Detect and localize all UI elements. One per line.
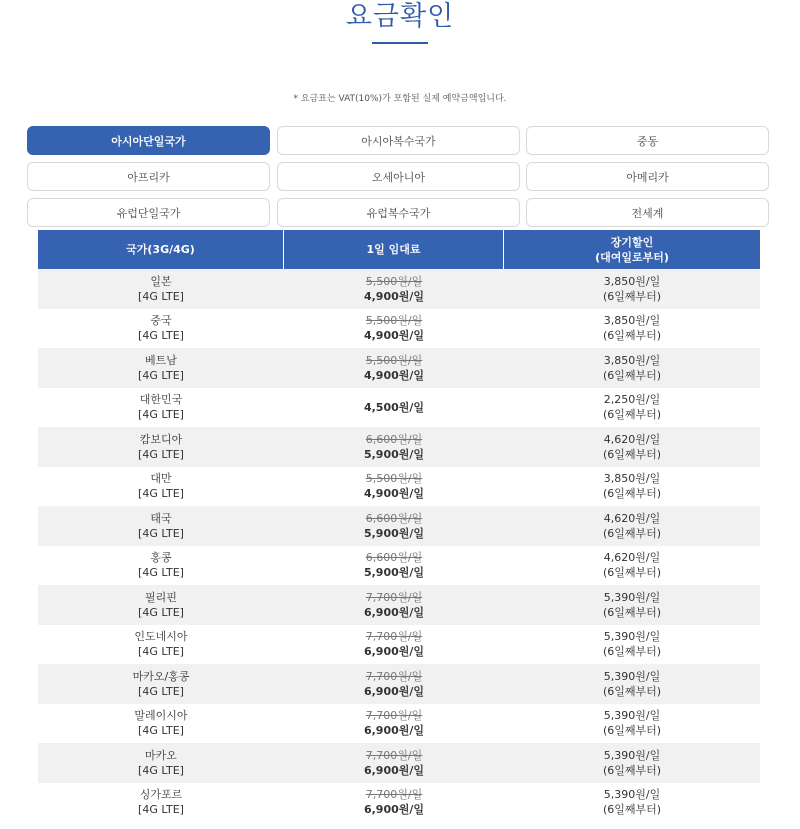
country-cell — [38, 783, 284, 823]
table-row — [38, 427, 760, 467]
long-term-note: (6일째부터) — [602, 487, 662, 501]
daily-rate-cell — [284, 625, 504, 665]
country-name: 마카오/홍콩 — [132, 669, 190, 683]
sale-price: 6,900원/일 — [363, 803, 425, 817]
tab-oceania[interactable]: 오세아니아 — [277, 162, 520, 191]
table-row — [38, 704, 760, 744]
long-term-price: 5,390원/일 — [603, 590, 661, 604]
table-row — [38, 467, 760, 507]
sale-price: 4,900원/일 — [363, 487, 425, 501]
network-type: [4G LTE] — [138, 645, 184, 659]
original-price: 7,700원/일 — [365, 788, 423, 802]
daily-rate-cell — [284, 388, 504, 428]
country-name: 인도네시아 — [134, 630, 188, 644]
original-price: 7,700원/일 — [365, 590, 423, 604]
country-cell — [38, 309, 284, 349]
long-term-note: (6일째부터) — [602, 408, 662, 422]
daily-rate-cell — [284, 348, 504, 388]
country-name: 대만 — [150, 472, 172, 486]
sale-price: 6,900원/일 — [363, 605, 425, 619]
sale-price: 4,500원/일 — [363, 400, 425, 414]
long-term-cell — [504, 585, 760, 625]
daily-rate-cell — [284, 269, 504, 309]
long-term-price: 5,390원/일 — [603, 630, 661, 644]
long-term-price: 4,620원/일 — [603, 432, 661, 446]
original-price: 5,500원/일 — [365, 314, 423, 328]
country-cell — [38, 467, 284, 507]
header-daily-rate: 1일 임대료 — [284, 230, 504, 269]
country-cell — [38, 546, 284, 586]
original-price: 7,700원/일 — [365, 630, 423, 644]
header-long-term-sub: (대여일로부터) — [595, 250, 669, 264]
long-term-note: (6일째부터) — [602, 289, 662, 303]
network-type: [4G LTE] — [138, 447, 184, 461]
table-row — [38, 506, 760, 546]
country-name: 마카오 — [145, 748, 177, 762]
country-name: 태국 — [150, 511, 172, 525]
tab-europe-multi[interactable]: 유럽복수국가 — [277, 198, 520, 227]
long-term-price: 3,850원/일 — [603, 274, 661, 288]
country-cell — [38, 388, 284, 428]
original-price: 5,500원/일 — [365, 353, 423, 367]
long-term-note: (6일째부터) — [602, 526, 662, 540]
country-name: 말레이시아 — [134, 709, 188, 723]
network-type: [4G LTE] — [138, 763, 184, 777]
vat-notice: * 요금표는 VAT(10%)가 포함된 실제 예약금액입니다. — [293, 94, 507, 104]
tab-america[interactable]: 아메리카 — [526, 162, 769, 191]
country-name: 일본 — [150, 274, 172, 288]
tab-africa[interactable]: 아프리카 — [27, 162, 270, 191]
daily-rate-cell — [284, 309, 504, 349]
daily-rate-cell — [284, 783, 504, 823]
network-type: [4G LTE] — [138, 724, 184, 738]
long-term-note: (6일째부터) — [602, 605, 662, 619]
country-cell — [38, 704, 284, 744]
long-term-price: 5,390원/일 — [603, 709, 661, 723]
long-term-price: 5,390원/일 — [603, 788, 661, 802]
country-cell — [38, 506, 284, 546]
header-long-term — [504, 230, 760, 269]
original-price: 6,600원/일 — [365, 551, 423, 565]
long-term-cell — [504, 783, 760, 823]
header-country: 국가(3G/4G) — [38, 230, 284, 269]
long-term-cell — [504, 388, 760, 428]
original-price: 7,700원/일 — [365, 669, 423, 683]
network-type: [4G LTE] — [138, 368, 184, 382]
country-name: 중국 — [150, 314, 172, 328]
long-term-cell — [504, 664, 760, 704]
network-type: [4G LTE] — [138, 566, 184, 580]
sale-price: 6,900원/일 — [363, 645, 425, 659]
sale-price: 5,900원/일 — [363, 526, 425, 540]
original-price: 6,600원/일 — [365, 511, 423, 525]
page-title: 요금확인 — [345, 1, 455, 32]
daily-rate-cell — [284, 546, 504, 586]
country-name: 싱가포르 — [139, 788, 183, 802]
long-term-price: 3,850원/일 — [603, 353, 661, 367]
long-term-note: (6일째부터) — [602, 645, 662, 659]
long-term-cell — [504, 743, 760, 783]
long-term-note: (6일째부터) — [602, 724, 662, 738]
long-term-cell — [504, 506, 760, 546]
country-cell — [38, 427, 284, 467]
network-type: [4G LTE] — [138, 487, 184, 501]
daily-rate-cell — [284, 585, 504, 625]
rate-table — [38, 230, 760, 822]
table-row — [38, 269, 760, 309]
long-term-cell — [504, 704, 760, 744]
long-term-cell — [504, 348, 760, 388]
sale-price: 5,900원/일 — [363, 447, 425, 461]
sale-price: 4,900원/일 — [363, 329, 425, 343]
country-name: 홍콩 — [150, 551, 172, 565]
tab-worldwide[interactable]: 전세계 — [526, 198, 769, 227]
original-price: 5,500원/일 — [365, 472, 423, 486]
country-cell — [38, 664, 284, 704]
country-name: 캄보디아 — [139, 432, 183, 446]
tab-asia-multi[interactable]: 아시아복수국가 — [277, 126, 520, 155]
sale-price: 6,900원/일 — [363, 724, 425, 738]
table-row — [38, 348, 760, 388]
country-cell — [38, 625, 284, 665]
table-row — [38, 546, 760, 586]
original-price: 5,500원/일 — [365, 274, 423, 288]
long-term-price: 5,390원/일 — [603, 669, 661, 683]
network-type: [4G LTE] — [138, 684, 184, 698]
long-term-cell — [504, 427, 760, 467]
country-cell — [38, 743, 284, 783]
long-term-note: (6일째부터) — [602, 447, 662, 461]
long-term-note: (6일째부터) — [602, 763, 662, 777]
long-term-price: 2,250원/일 — [603, 393, 661, 407]
sale-price: 6,900원/일 — [363, 684, 425, 698]
title-underline — [372, 42, 428, 44]
long-term-price: 3,850원/일 — [603, 314, 661, 328]
long-term-price: 5,390원/일 — [603, 748, 661, 762]
long-term-cell — [504, 269, 760, 309]
sale-price: 5,900원/일 — [363, 566, 425, 580]
network-type: [4G LTE] — [138, 408, 184, 422]
table-row — [38, 388, 760, 428]
network-type: [4G LTE] — [138, 605, 184, 619]
long-term-note: (6일째부터) — [602, 368, 662, 382]
long-term-price: 4,620원/일 — [603, 511, 661, 525]
table-row — [38, 625, 760, 665]
table-row — [38, 585, 760, 625]
long-term-note: (6일째부터) — [602, 329, 662, 343]
long-term-cell — [504, 467, 760, 507]
long-term-price: 3,850원/일 — [603, 472, 661, 486]
table-row — [38, 743, 760, 783]
table-row — [38, 664, 760, 704]
long-term-price: 4,620원/일 — [603, 551, 661, 565]
table-header — [38, 230, 760, 269]
daily-rate-cell — [284, 506, 504, 546]
long-term-cell — [504, 309, 760, 349]
daily-rate-cell — [284, 664, 504, 704]
tab-middle-east[interactable]: 중동 — [526, 126, 769, 155]
original-price: 7,700원/일 — [365, 748, 423, 762]
long-term-note: (6일째부터) — [602, 803, 662, 817]
tab-asia-single[interactable]: 아시아단일국가 — [27, 126, 270, 155]
country-cell — [38, 269, 284, 309]
country-name: 대한민국 — [139, 393, 183, 407]
long-term-note: (6일째부터) — [602, 684, 662, 698]
country-name: 필리핀 — [145, 590, 177, 604]
network-type: [4G LTE] — [138, 526, 184, 540]
tab-europe-single[interactable]: 유럽단일국가 — [27, 198, 270, 227]
daily-rate-cell — [284, 427, 504, 467]
table-row — [38, 309, 760, 349]
long-term-cell — [504, 546, 760, 586]
daily-rate-cell — [284, 704, 504, 744]
network-type: [4G LTE] — [138, 329, 184, 343]
network-type: [4G LTE] — [138, 803, 184, 817]
table-body — [38, 269, 760, 822]
country-name: 베트남 — [145, 353, 177, 367]
table-row — [38, 783, 760, 823]
original-price: 7,700원/일 — [365, 709, 423, 723]
sale-price: 4,900원/일 — [363, 368, 425, 382]
long-term-cell — [504, 625, 760, 665]
original-price: 6,600원/일 — [365, 432, 423, 446]
sale-price: 6,900원/일 — [363, 763, 425, 777]
sale-price: 4,900원/일 — [363, 289, 425, 303]
country-cell — [38, 348, 284, 388]
network-type: [4G LTE] — [138, 289, 184, 303]
header-long-term-title: 장기할인 — [610, 235, 654, 249]
daily-rate-cell — [284, 467, 504, 507]
daily-rate-cell — [284, 743, 504, 783]
country-cell — [38, 585, 284, 625]
long-term-note: (6일째부터) — [602, 566, 662, 580]
